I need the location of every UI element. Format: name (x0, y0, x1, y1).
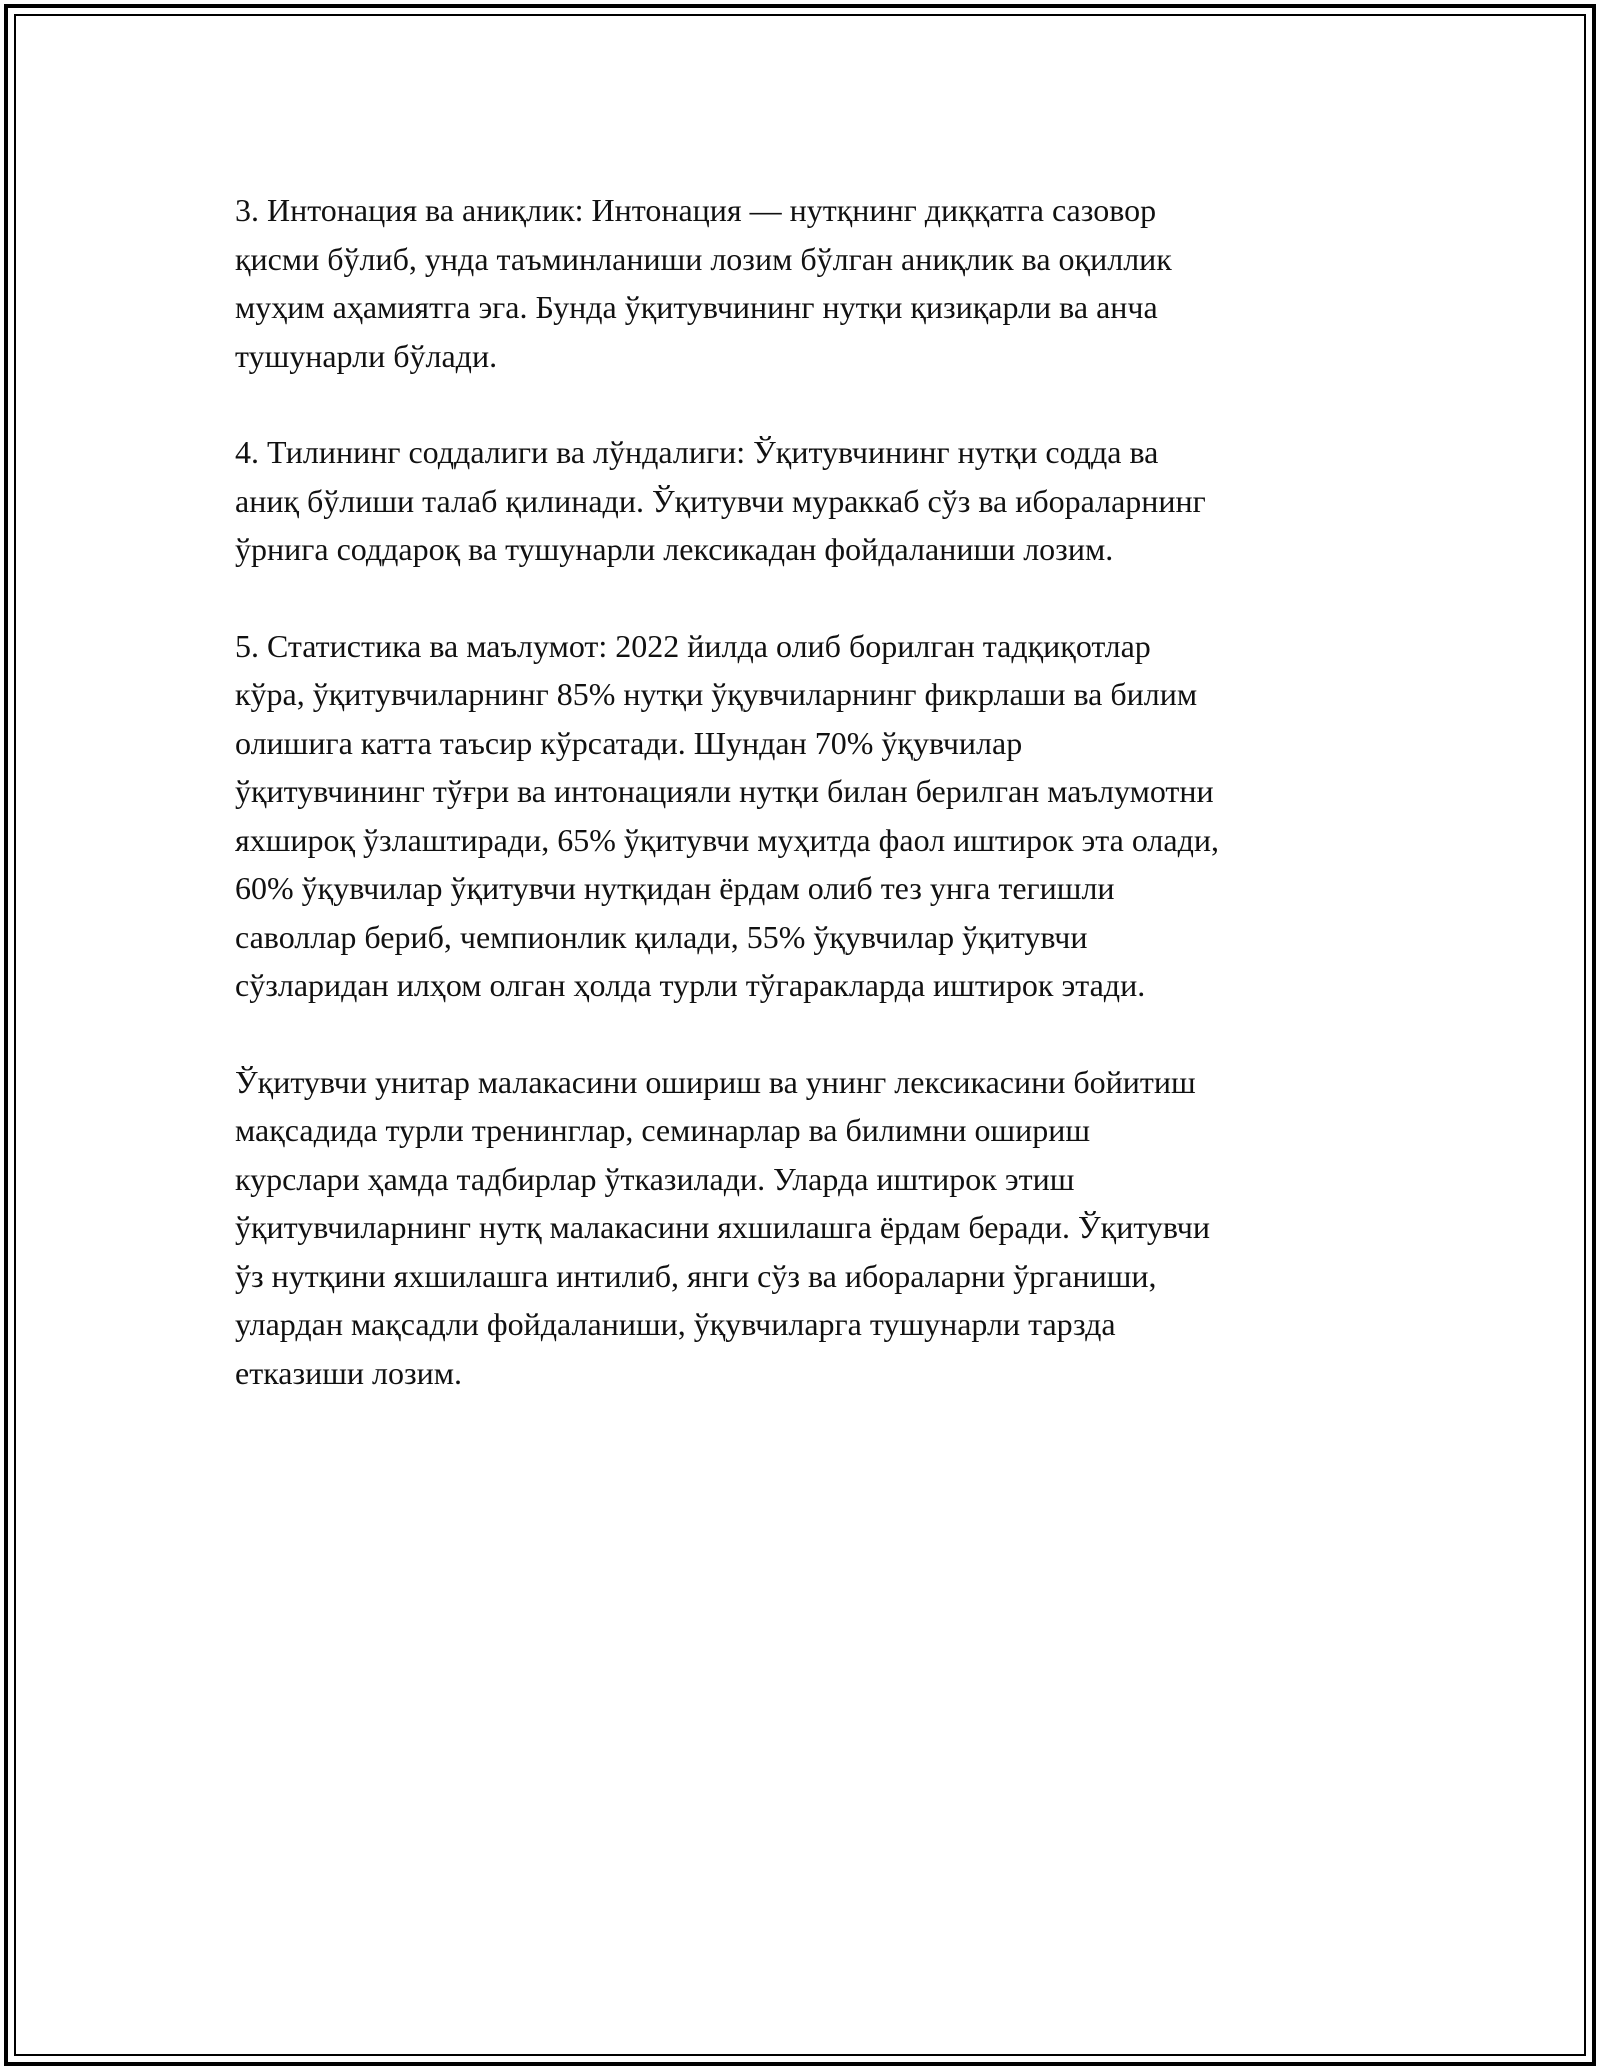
text-line: муҳим аҳамиятга эга. Бунда ўқитувчининг нутқи қизиқарли ва анча (235, 289, 1158, 325)
paragraph-intonation (235, 186, 1400, 380)
text-line: тушунарли бўлади. (235, 337, 498, 374)
text-line: яхшироқ ўзлаштиради, 65% ўқитувчи муҳитда фаол иштирок эта олади, (235, 821, 1219, 858)
text-line: 5. Статистика ва маълумот: 2022 йилда олиб борилган тадқиқотлар (235, 627, 1151, 664)
text-line: кўра, ўқитувчиларнинг 85% нутқи ўқувчиларнинг фикрлаши ва билим (235, 676, 1198, 712)
paragraph-simplicity (235, 428, 1400, 574)
text-line: улардан мақсадли фойдаланиши, ўқувчиларга тушунарли тарзда (235, 1306, 1116, 1342)
text-line: мақсадида турли тренинглар, семинарлар ва билимни ошириш (235, 1112, 1090, 1148)
text-line: Ўқитувчи унитар малакасини ошириш ва унинг лексикасини бойитиш (235, 1063, 1196, 1100)
text-line: курслари ҳамда тадбирлар ўтказилади. Уларда иштирок этиш (235, 1160, 1075, 1197)
text-line: 60% ўқувчилар ўқитувчи нутқидан ёрдам олиб тез унга тегишли (235, 870, 1115, 906)
text-line: 4. Тилининг соддалиги ва лўндалиги: Ўқитувчининг нутқи содда ва (235, 434, 1159, 470)
text-line: олишига катта таъсир кўрсатади. Шундан 70% ўқувчилар (235, 724, 1023, 761)
text-line: ўз нутқини яхшилашга интилиб, янги сўз ва ибораларни ўрганиши, (235, 1257, 1157, 1294)
text-line: ўқитувчининг тўғри ва интонацияли нутқи билан берилган маълумотни (235, 773, 1214, 809)
text-line: сўзларидан илҳом олган ҳолда турли тўгаракларда иштирок этади. (235, 967, 1146, 1003)
text-line: ўқитувчиларнинг нутқ малакасини яхшилашга ёрдам беради. Ўқитувчи (235, 1209, 1211, 1245)
text-line: ўрнига соддароқ ва тушунарли лексикадан фойдаланиши лозим. (235, 531, 1114, 567)
text-line: саволлар бериб, чемпионлик қилади, 55% ўқувчилар ўқитувчи (235, 918, 1088, 955)
text-line: етказиши лозим. (235, 1354, 462, 1391)
document-body (235, 186, 1400, 1445)
paragraph-statistics (235, 622, 1400, 1010)
text-line: 3. Интонация ва аниқлик: Интонация — нутқнинг диққатга сазовор (235, 192, 1157, 228)
text-line: аниқ бўлиши талаб қилинади. Ўқитувчи мураккаб сўз ва ибораларнинг (235, 482, 1206, 519)
paragraph-training (235, 1058, 1400, 1398)
text-line: қисми бўлиб, унда таъминланиши лозим бўлган аниқлик ва оқиллик (235, 240, 1172, 277)
